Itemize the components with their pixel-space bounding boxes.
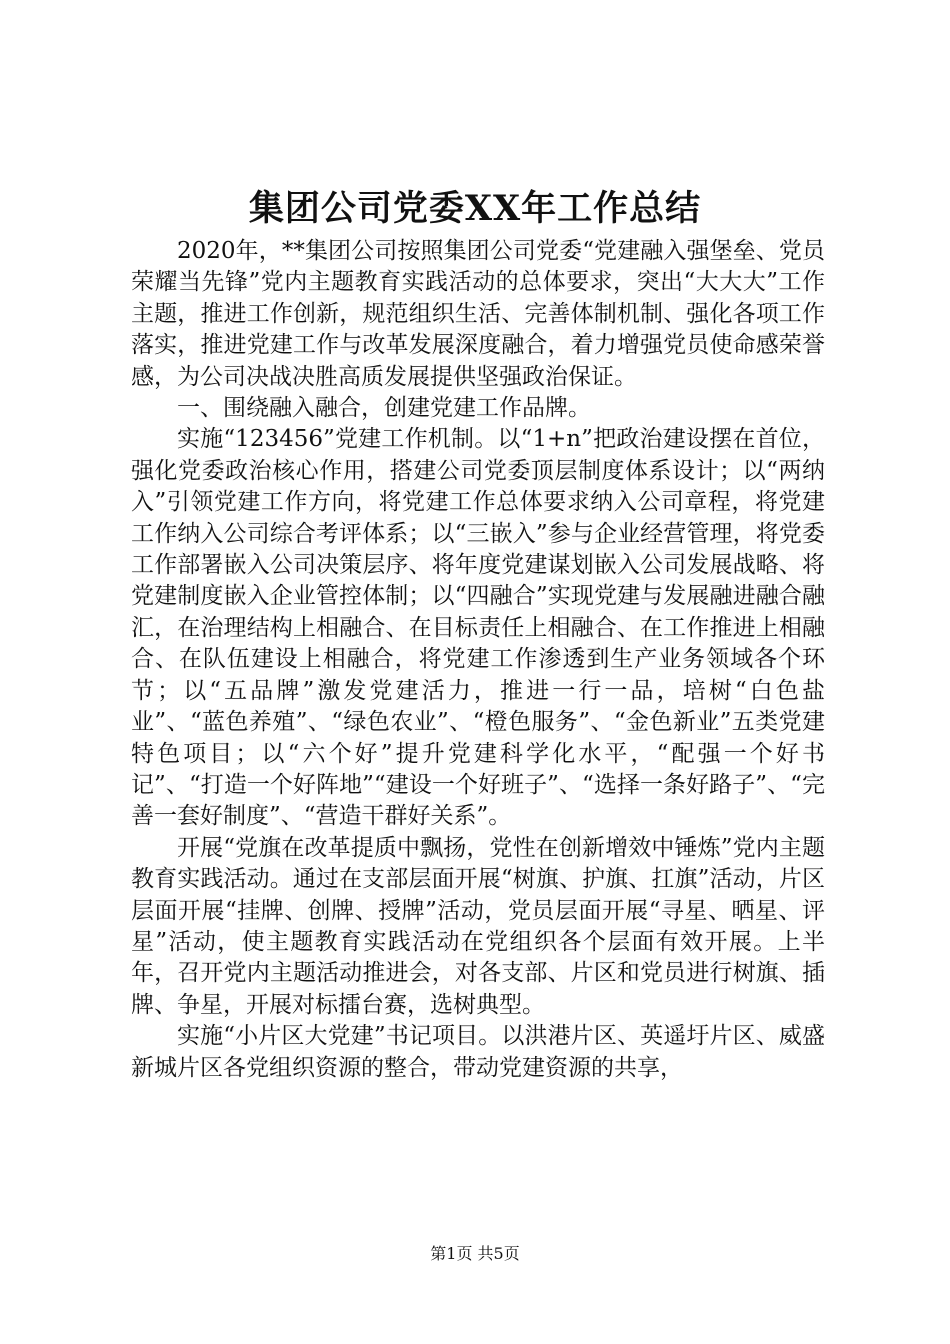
document-title: 集团公司党委XX年工作总结 bbox=[248, 188, 702, 229]
document-body bbox=[131, 236, 825, 1084]
paragraph-mechanism: 实施“123456”党建工作机制。以“1+n”把政治建设摆在首位，强化党委政治核心作用，搭建公司党委顶层制度体系设计；以“两纳入”引领党建工作方向，将党建工作总体要求纳入公司章程，将党建工作纳入公司综合考评体系；以“三嵌入”参与企业经营管理，将党委工作部署嵌入公司决策层序、将年度党建谋划嵌入公司发展战略、将党建制度嵌入企业管控体制；以“四融合”实现党建与发展融进融合融汇，在治理结构上相融合、在目标责任上相融合、在工作推进上相融合、在队伍建设上相融合，将党建工作渗透到生产业务领域各个环节；以“五品牌”激发党建活力，推进一行一品，培树“白色盐业”、“蓝色养殖”、“绿色农业”、“橙色服务”、“金色新业”五类党建特色项目；以“六个好”提升党建科学化水平，“配强一个好书记”、“打造一个好阵地”“建设一个好班子”、“选择一条好路子”、“完善一套好制度”、“营造干群好关系”。 bbox=[131, 426, 825, 830]
paragraph-theme-activity: 开展“党旗在改革提质中飘扬，党性在创新增效中锤炼”党内主题教育实践活动。通过在支部层面开展“树旗、护旗、扛旗”活动，片区层面开展“挂牌、创牌、授牌”活动，党员层面开展“寻星、晒星、评星”活动，使主题教育实践活动在党组织各个层面有效开展。上半年，召开党内主题活动推进会，对各支部、片区和党员进行树旗、插牌、争星，开展对标擂台赛，选树典型。 bbox=[131, 834, 825, 1018]
section-heading-1: 一、围绕融入融合，创建党建工作品牌。 bbox=[177, 395, 591, 422]
paragraph-intro: 2020年，**集团公司按照集团公司党委“党建融入强堡垒、党员荣耀当先锋”党内主题教育实践活动的总体要求，突出“大大大”工作主题，推进工作创新，规范组织生活、完善体制机制、强化各项工作落实，推进党建工作与改革发展深度融合，着力增强党员使命感荣誉感，为公司决战决胜高质发展提供坚强政治保证。 bbox=[131, 238, 825, 390]
page-footer: 第1页 共5页 bbox=[430, 1244, 520, 1263]
paragraph-secretary-project: 实施“小片区大党建”书记项目。以洪港片区、英遥圩片区、威盛新城片区各党组织资源的整合，带动党建资源的共享， bbox=[131, 1023, 825, 1081]
